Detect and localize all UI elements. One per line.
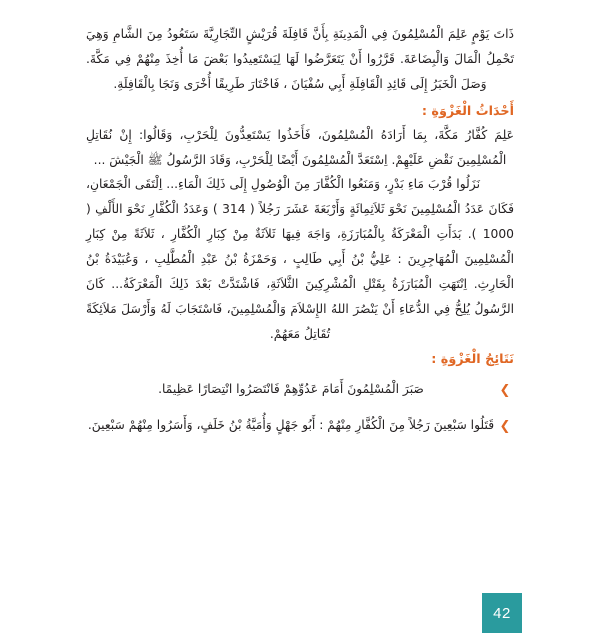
intro-paragraph: ذَاتَ يَوْمٍ عَلِمَ الْمُسْلِمُونَ فِي الْمَدِينَةِ بِأَنَّ قَافِلَةَ قُرَيْشٍ التِّجَارِيَّةَ سَتَعُودُ مِنَ الشَّامِ وَهِيَ تَحْمِلُ الْمَالَ وَالْبِضَاعَةَ. قَرَّرُوا أَنْ يَتَعَرَّضُوا لَهَا لِيَسْتَعِيدُوا بَعْضَ مَا أُخِذَ مِنْهُمْ فِي مَكَّةَ. وَصَلَ الْخَبَرُ إِلَى قَائِدِ الْقَافِلَةِ أَبِي سُفْيَانَ ، فَاخْتَارَ طَرِيقًا أُخْرَى وَنَجَا بِالْقَافِلَةِ. bbox=[86, 27, 514, 91]
spacer bbox=[86, 97, 514, 99]
results-bullet-list bbox=[86, 377, 514, 439]
list-item-text: قَتَلُوا سَبْعِينَ رَجُلاً مِنَ الْكُفَّارِ مِنْهُمْ : أَبُو جَهْلٍ وَأُمَيَّةُ بْنُ خَلَفٍ، وَأَسَرُوا مِنْهُمْ سَبْعِينَ. bbox=[87, 418, 495, 433]
page-number-badge: 42 bbox=[482, 593, 522, 633]
list-item-text: صَبَرَ الْمُسْلِمُونَ أَمَامَ عَدُوِّهِمْ فَانْتَصَرُوا انْتِصَارًا عَظِيمًا. bbox=[158, 381, 424, 396]
list-item bbox=[86, 377, 514, 402]
events-paragraph-1: عَلِمَ كُفَّارُ مَكَّةَ، بِمَا أَرَادَهُ الْمُسْلِمُونَ، فَأَخَذُوا يَسْتَعِدُّونَ لِلْحَرْبِ، وَقَالُوا: إِنْ نُقَاتِلِ الْمُسْلِمِينَ نَقْضِ عَلَيْهِمْ. اِسْتَعَدَّ الْمُسْلِمُونَ أَيْضًا لِلْحَرْبِ، وَقَادَ الرَّسُولُ ﷺ الْجَيْشَ ... bbox=[86, 127, 514, 167]
chevron-bullet-icon: ❯ bbox=[499, 419, 511, 435]
list-item bbox=[86, 413, 514, 438]
events-paragraph-2: نَزَلُوا قُرْبَ مَاءِ بَدْرٍ، وَمَنَعُوا الْكُفَّارَ مِنَ الْوُصُولِ إِلَى ذَلِكَ الْمَاءِ... اِلْتَقَى الْجَمْعَانِ، فَكَانَ عَدَدُ الْمُسْلِمِينَ نَحْوَ ثَلاَثِمِائَةٍ وَأَرْبَعَةَ عَشَرَ رَجُلاً ( 314 ) وَعَدَدُ الْكُفَّارِ نَحْوَ الأَلْفِ ( 1000 ). بَدَأَتِ الْمَعْرَكَةُ بِالْمُبَارَزَةِ، وَاجَهَ فِيهَا ثَلاَثَةٌ مِنْ كِبَارِ الْكُفَّارِ ، ثَلاَثَةً مِنْ كِبَارِ الْمُسْلِمِينَ الْمُهَاجِرِينَ : عَلِيُّ بْنُ أَبِي طَالِبٍ ، وَحَمْزَةُ بْنُ عَبْدِ الْمُطَّلِبِ ، وَعُبَيْدَةُ بْنُ الْحَارِثِ. اِنْتَهَتِ الْمُبَارَزَةُ بِقَتْلِ الْمُشْرِكِينَ الثَّلاَثَةِ، فَاشْتَدَّتْ بَعْدَ ذَلِكَ الْمَعْرَكَةُ... كَانَ الرَّسُولُ يُلِحُّ فِي الدُّعَاءِ أَنْ يَنْصُرَ اللهُ الإِسْلاَمَ وَالْمُسْلِمِينَ، فَاسْتَجَابَ لَهُ وَأَرْسَلَ مَلاَئِكَةً تُقَاتِلُ مَعَهُمْ. bbox=[86, 177, 514, 342]
section-heading-results: نَتَائِجُ الْغَزْوَةِ : bbox=[431, 352, 514, 368]
chevron-bullet-icon: ❯ bbox=[499, 382, 511, 398]
section-heading-events: أَحْدَاثُ الْغَزْوَةِ : bbox=[421, 103, 514, 119]
